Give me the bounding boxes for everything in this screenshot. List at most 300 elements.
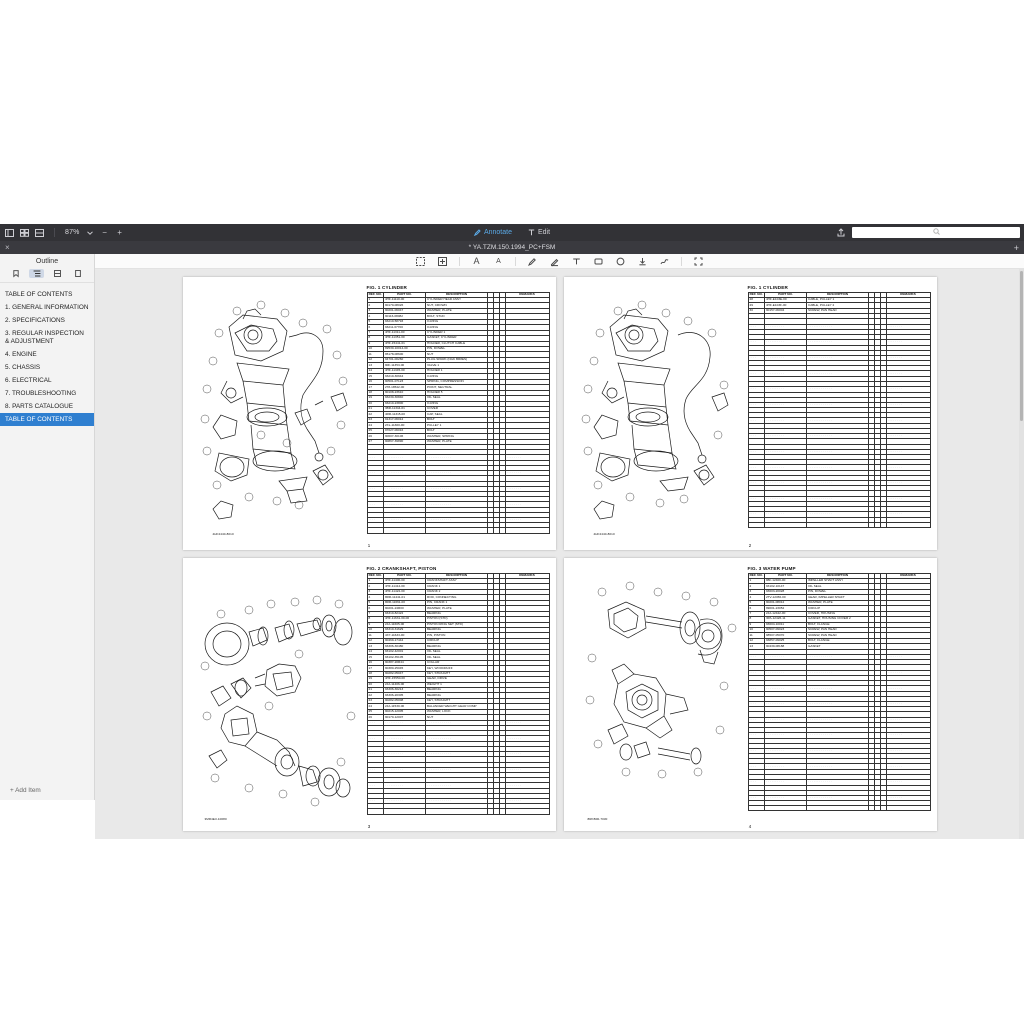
parts-table-body <box>367 578 549 814</box>
cell-ref: 10 <box>367 628 383 633</box>
outline-item-selected[interactable]: TABLE OF CONTENTS <box>0 413 94 426</box>
cell-ref: 1 <box>367 578 383 583</box>
parts-table <box>748 292 931 528</box>
new-tab-button[interactable]: + <box>1013 242 1019 253</box>
cell-part: 4HF-11400-00 <box>383 578 425 583</box>
cell-ref: 11 <box>367 352 383 357</box>
table-row-empty: · · · · · · · · · · · · · · · · · · · · · · · · · · · · · · · · · · · <box>748 748 930 753</box>
cell-ref: 15 <box>367 374 383 379</box>
pdf-page[interactable] <box>564 558 937 831</box>
cell-ref: 23 <box>367 417 383 422</box>
parts-table-block <box>367 566 550 827</box>
figure-title: FIG. 1 CYLINDER <box>747 285 789 290</box>
table-row-empty: · · · · · · · · · · · · · · · · · · · · · · · · · · · · · · · · · · · <box>748 418 930 423</box>
toolbar-divider <box>681 257 682 266</box>
cylinder-exploded-diagram <box>191 285 367 535</box>
cell-part: 90157-06004 <box>764 308 806 313</box>
cell-part: 90387-20R44 <box>383 660 425 665</box>
cell-ref: 4 <box>367 595 383 600</box>
cell-part: 98507-05070 <box>764 633 806 638</box>
cell-desc: O-RING <box>425 325 487 330</box>
cell-ref: 19 <box>367 677 383 682</box>
cell-part: 97027-06016 <box>383 428 425 433</box>
cell-part: 4HF-E103E-00 <box>764 297 806 302</box>
thumbnails-icon[interactable] <box>34 228 44 237</box>
cell-part: 93210-30944 <box>383 374 425 379</box>
search-icon <box>933 228 940 237</box>
cell-desc: CRANK 2 <box>425 589 487 594</box>
cell-desc: CRANK 1 <box>425 584 487 589</box>
figure-title: FIG. 1 CYLINDER <box>366 285 408 290</box>
table-row-empty: · · · · · · · · · · · · · · · · · · · · · · · · · · · · · · · · · · · <box>367 471 549 476</box>
parts-table-body <box>367 297 549 533</box>
cell-desc: GASKET <box>806 644 868 649</box>
highlight-icon[interactable] <box>549 256 560 267</box>
cell-desc: O-RING <box>425 374 487 379</box>
cell-ref: 9 <box>367 622 383 627</box>
col-part: PART NO. <box>764 573 806 578</box>
col-ref: REF. NO. <box>368 572 382 577</box>
col-remarks: REMARKS <box>886 573 930 578</box>
cell-desc: PIN, CRANK 1 <box>425 600 487 605</box>
cell-ref: 16 <box>367 379 383 384</box>
cell-ref: 10 <box>367 347 383 352</box>
figure-title: FIG. 2 CRANKSHAFT, PISTON <box>366 566 437 571</box>
cell-desc: CRANKSHAFT ASSY <box>425 578 487 583</box>
cell-ref: 7 <box>748 611 764 616</box>
table-row-empty <box>748 806 930 811</box>
cell-desc: HOLDER 1 <box>425 368 487 373</box>
tab-bar <box>0 241 1024 254</box>
grid-icon[interactable] <box>19 228 29 237</box>
cell-part: 2JA-12422-00 <box>764 611 806 616</box>
cell-part: 93102-10147 <box>764 584 806 589</box>
cell-desc: ROD, CONNECTING <box>425 595 487 600</box>
cell-part: 4HF-11311-00 <box>383 330 425 335</box>
cell-part: 93211-67700 <box>383 325 425 330</box>
cell-part: 90108-23610 <box>383 390 425 395</box>
table-row-empty: · · · · · · · · · · · · · · · · · · · · · · · · · · · · · · · · · · · <box>367 720 549 725</box>
signature-icon[interactable] <box>659 256 670 267</box>
col-part: PART NO. <box>383 573 425 578</box>
document-area <box>95 254 1024 829</box>
col-part: PART NO. <box>383 292 425 297</box>
toolbar-divider <box>515 257 516 266</box>
cell-ref: 10 <box>748 628 764 633</box>
cell-part: 93310-82422 <box>383 611 425 616</box>
col-desc: DESCRIPTION <box>425 573 487 578</box>
cell-part: 93210-23800 <box>383 401 425 406</box>
cell-ref: 8 <box>367 336 383 341</box>
cell-desc: CIRCLIP <box>806 606 868 611</box>
cell-ref: 5 <box>367 600 383 605</box>
outline-item[interactable]: 1. GENERAL INFORMATION <box>5 303 89 311</box>
cell-part: 2JA-11605-00 <box>383 622 425 627</box>
table-row-empty: · · · · · · · · · · · · · · · · · · · · · · · · · · · · · · · · · · · <box>367 767 549 772</box>
cell-part: 99530-10014-00 <box>383 347 425 352</box>
table-row-empty: · · · · · · · · · · · · · · · · · · · · · · · · · · · · · · · · · · · <box>748 764 930 769</box>
pen-icon[interactable] <box>527 256 538 267</box>
cell-part: 278-18542-00 <box>383 385 425 390</box>
cell-desc: BOLT <box>425 417 487 422</box>
cell-desc: OIL SEAL <box>806 584 868 589</box>
cell-ref: 22 <box>367 693 383 698</box>
page-number: 3 <box>367 824 371 829</box>
cell-part: 90201-08012 <box>764 600 806 605</box>
cell-ref: 16 <box>367 660 383 665</box>
cell-ref: 17 <box>367 666 383 671</box>
figure-title: FIG. 3 WATER PUMP <box>747 566 796 571</box>
cell-desc: BEARING <box>425 611 487 616</box>
edit-mode-button[interactable] <box>528 229 550 236</box>
cell-desc: SPRING, COMPRESSION <box>425 379 487 384</box>
scrollbar-thumb[interactable] <box>1020 271 1023 421</box>
water-pump-exploded-diagram <box>572 566 748 816</box>
cell-desc: OIL SEAL <box>425 649 487 654</box>
cell-ref: 12 <box>748 638 764 643</box>
outline-list <box>0 283 94 782</box>
cell-part: 93102-35105 <box>383 655 425 660</box>
outline-item[interactable]: 7. TROUBLESHOOTING <box>5 389 77 397</box>
outline-item[interactable]: 4. ENGINE <box>5 350 37 358</box>
cell-part: 2TV-12456-00 <box>764 595 806 600</box>
cell-desc: COLLAR <box>425 660 487 665</box>
cell-part: 93306-30480 <box>383 644 425 649</box>
figure-illustration <box>572 285 748 546</box>
cell-part: 2JA-11406-00 <box>383 682 425 687</box>
page-icon[interactable] <box>70 269 85 278</box>
cell-part: 8RR-11661-00 <box>383 600 425 605</box>
cell-ref: 24 <box>367 423 383 428</box>
cell-part: 4HF-11412-00 <box>383 584 425 589</box>
cell-ref: 5 <box>748 600 764 605</box>
cell-ref: 8 <box>748 617 764 622</box>
zoom-region-icon[interactable] <box>437 256 448 267</box>
cell-desc: CAP, SEAL <box>425 412 487 417</box>
cell-desc: BEARING <box>425 693 487 698</box>
cell-part: 90116-08082 <box>383 314 425 319</box>
page-canvas[interactable] <box>95 269 1024 839</box>
share-icon[interactable] <box>836 228 846 237</box>
cell-ref: 2 <box>367 584 383 589</box>
main-body <box>0 254 1024 829</box>
cell-desc: WASHER, PLATE <box>425 606 487 611</box>
cell-part: 90F-11353-00 <box>383 363 425 368</box>
cell-ref: 25 <box>367 709 383 714</box>
cell-desc: CABLE, PULLEY 1 <box>806 297 868 302</box>
cell-desc: NUT, CROWN <box>425 303 487 308</box>
table-row-empty: · · · · · · · · · · · · · · · · · · · · · · · · · · · · · · · · · · · <box>367 502 549 507</box>
outline-item[interactable]: 2. SPECIFICATIONS <box>5 316 65 324</box>
cell-desc: WEIGHT 1 <box>425 682 487 687</box>
outline-item[interactable]: 6. ELECTRICAL <box>5 376 52 384</box>
cell-desc: WASHER, PLATE <box>806 600 868 605</box>
cell-ref: 1 <box>748 578 764 583</box>
toolbar-right-group <box>836 227 1020 238</box>
table-row-empty: · · · · · · · · · · · · · · · · · · · · · · · · · · · · · · · · · · · <box>367 752 549 757</box>
page-number: 1 <box>367 543 371 548</box>
cell-ref: 6 <box>367 606 383 611</box>
vertical-scrollbar[interactable] <box>1019 269 1024 839</box>
cell-desc: SCREW, PAN HEAD <box>806 633 868 638</box>
outline-icon[interactable] <box>29 269 44 278</box>
cell-part: 93310-31629 <box>383 628 425 633</box>
table-row-empty: · · · · · · · · · · · · · · · · · · · · · · · · · · · · · · · · · · · <box>748 733 930 738</box>
cell-ref: 7 <box>367 611 383 616</box>
cell-desc: WASHER, LOCK <box>425 709 487 714</box>
thumbnail-icon[interactable] <box>50 269 65 278</box>
table-row-empty: · · · · · · · · · · · · · · · · · · · · · · · · · · · · · · · · · · · <box>748 654 930 659</box>
cell-ref: 14 <box>367 368 383 373</box>
fullscreen-icon[interactable] <box>693 256 704 267</box>
close-tab-icon[interactable]: × <box>5 243 10 252</box>
table-row-empty <box>367 809 549 814</box>
cell-part: 2JA-11530-00 <box>383 704 425 709</box>
figure-art-code: 8RKB00-7030 <box>587 817 608 821</box>
table-row-empty: · · · · · · · · · · · · · · · · · · · · · · · · · · · · · · · · · · · <box>748 701 930 706</box>
pdf-page[interactable] <box>564 277 937 550</box>
cell-ref: 20 <box>367 682 383 687</box>
zoom-in-icon[interactable]: + <box>117 227 122 237</box>
cell-part: 99001-23052 <box>764 606 806 611</box>
parts-table-block <box>367 285 550 546</box>
table-row-empty: · · · · · · · · · · · · · · · · · · · · · · · · · · · · · · · · · · · <box>748 670 930 675</box>
figure-art-code: 4HF2440-8010 <box>593 532 615 536</box>
toolbar-divider <box>54 228 55 237</box>
cell-ref: 2 <box>367 303 383 308</box>
cell-desc: CIRCLIP <box>425 638 487 643</box>
document-tab-title[interactable]: * YA.TZM.150.1994_PC+FSM <box>468 244 556 251</box>
text-size-small-icon[interactable]: A <box>496 257 501 265</box>
cell-ref: 9 <box>367 341 383 346</box>
figure-illustration <box>191 285 367 546</box>
annotate-mode-button[interactable] <box>474 229 512 236</box>
eraser-icon[interactable] <box>615 256 626 267</box>
cell-desc: WASHER, PLATE <box>425 439 487 444</box>
cell-desc: BEARING <box>425 644 487 649</box>
cell-part: 3PA-12426-11 <box>764 617 806 622</box>
cell-part: 4HF-11110-00 <box>383 297 425 302</box>
cell-part: 90282-05047 <box>383 671 425 676</box>
cell-ref: 18 <box>367 671 383 676</box>
table-row-empty: · · · · · · · · · · · · · · · · · · · · · · · · · · · · · · · · · · · <box>748 371 930 376</box>
col-ref: REF. NO. <box>368 291 382 296</box>
parts-table-block <box>748 285 931 546</box>
text-size-large-icon[interactable]: A <box>473 256 480 266</box>
cell-desc: BOLT, FLANGE <box>806 622 868 627</box>
table-row-empty: · · · · · · · · · · · · · · · · · · · · · · · · · · · · · · · · · · · <box>748 355 930 360</box>
pen-icon <box>474 229 481 236</box>
table-row-empty: · · · · · · · · · · · · · · · · · · · · · · · · · · · · · · · · · · · <box>748 512 930 517</box>
cell-ref: 3 <box>748 589 764 594</box>
table-row-empty: · · · · · · · · · · · · · · · · · · · · · · · · · · · · · · · · · · · <box>748 686 930 691</box>
cell-part: 4HF-15550-00 <box>383 677 425 682</box>
cell-ref: 4 <box>748 595 764 600</box>
col-desc: DESCRIPTION <box>425 292 487 297</box>
cell-ref: 26 <box>367 434 383 439</box>
outline-item[interactable]: 5. CHASSIS <box>5 363 41 371</box>
pdf-page[interactable] <box>183 558 556 831</box>
table-row-empty: · · · · · · · · · · · · · · · · · · · · · · · · · · · · · · · · · · · <box>367 517 549 522</box>
pdf-page[interactable] <box>183 277 556 550</box>
cell-desc: KEY, STRAIGHT <box>425 698 487 703</box>
col-ref: REF. NO. <box>749 572 763 577</box>
cell-ref: 13 <box>748 644 764 649</box>
cell-desc: GASKET, CYLINDER <box>425 336 487 341</box>
table-row-empty: · · · · · · · · · · · · · · · · · · · · · · · · · · · · · · · · · · · <box>748 324 930 329</box>
cell-ref: 15 <box>367 655 383 660</box>
text-box-icon[interactable] <box>571 256 582 267</box>
cell-ref: 17 <box>367 385 383 390</box>
cell-ref: 25 <box>367 428 383 433</box>
cell-part: 93603-20028 <box>764 589 806 594</box>
parts-table-block <box>748 566 931 827</box>
figure-illustration <box>572 566 748 827</box>
col-remarks: REMARKS <box>505 292 549 297</box>
cell-desc: PIN, PISTON <box>425 633 487 638</box>
panel-icon[interactable] <box>4 228 14 237</box>
parts-table <box>748 573 931 812</box>
col-remarks: REMARKS <box>505 573 549 578</box>
cell-desc: PIN, DOWEL <box>806 589 868 594</box>
cell-ref: 22 <box>367 412 383 417</box>
cell-ref: 12 <box>367 357 383 362</box>
outline-item[interactable]: 8. PARTS CATALOGUE <box>5 402 74 410</box>
table-row-empty: · · · · · · · · · · · · · · · · · · · · · · · · · · · · · · · · · · · <box>748 449 930 454</box>
sidebar-view-switcher <box>0 268 94 283</box>
cell-part: 93306-20305 <box>383 693 425 698</box>
cell-ref: 11 <box>748 633 764 638</box>
table-row-empty: · · · · · · · · · · · · · · · · · · · · · · · · · · · · · · · · · · · <box>748 465 930 470</box>
table-row-empty: · · · · · · · · · · · · · · · · · · · · · · · · · · · · · · · · · · · <box>748 480 930 485</box>
outline-item[interactable]: TABLE OF CONTENTS <box>5 290 73 298</box>
cell-desc: WASHER, SPRING <box>425 434 487 439</box>
cell-ref: 13 <box>367 644 383 649</box>
table-row-empty: · · · · · · · · · · · · · · · · · · · · · · · · · · · · · · · · · · · <box>367 486 549 491</box>
cell-part: 4HF-E103F-00 <box>764 303 806 308</box>
col-desc: DESCRIPTION <box>806 573 868 578</box>
add-item-button[interactable]: + Add Item <box>10 787 41 794</box>
cell-desc: PISTON RING SET (STD) <box>425 622 487 627</box>
cell-part: 90469-17444 <box>383 638 425 643</box>
cell-desc: OIL SEAL <box>425 396 487 401</box>
cell-desc: BOLT, STUD <box>425 314 487 319</box>
stamp-icon[interactable] <box>637 256 648 267</box>
cell-desc: CYLINDER 1 <box>425 330 487 335</box>
cell-part: 94701-00260 <box>383 357 425 362</box>
table-row-empty: · · · · · · · · · · · · · · · · · · · · · · · · · · · · · · · · · · · <box>748 496 930 501</box>
cell-desc: HOLDER 5 <box>425 390 487 395</box>
cell-desc: SCREW, PAN HEAD <box>806 308 868 313</box>
cell-desc: GASKET, HOUSING COVER 2 <box>806 617 868 622</box>
cell-ref: 8 <box>367 617 383 622</box>
cell-ref: 5 <box>367 319 383 324</box>
page-number: 4 <box>748 824 752 829</box>
cell-ref: 24 <box>367 704 383 709</box>
bookmark-icon[interactable] <box>9 269 24 278</box>
cell-part: 90170-12007 <box>383 715 425 720</box>
cell-ref: 14 <box>367 649 383 654</box>
cell-ref: 21 <box>367 407 383 412</box>
table-row-empty: · · · · · · · · · · · · · · · · · · · · · · · · · · · · · · · · · · · <box>367 455 549 460</box>
cell-part: 2XL-11300-00 <box>383 423 425 428</box>
cell-desc: KEY, WOODRUFF <box>425 666 487 671</box>
outline-item[interactable]: 3. REGULAR INSPECTION & ADJUSTMENT <box>5 329 84 345</box>
text-edit-icon <box>528 229 535 236</box>
select-icon[interactable] <box>415 256 426 267</box>
figure-art-code: 4HF2440-8010 <box>212 532 234 536</box>
pdf-viewer-window <box>0 224 1024 829</box>
cell-part: 90201-24R00 <box>383 606 425 611</box>
cell-desc: BEARING <box>425 628 487 633</box>
table-row-empty: · · · · · · · · · · · · · · · · · · · · · · · · · · · · · · · · · · · <box>748 780 930 785</box>
cell-part: 90170-08026 <box>383 303 425 308</box>
parts-table <box>367 292 550 534</box>
table-row-empty: · · · · · · · · · · · · · · · · · · · · · · · · · · · · · · · · · · · <box>367 798 549 803</box>
table-row-empty: · · · · · · · · · · · · · · · · · · · · · · · · · · · · · · · · · · · <box>367 783 549 788</box>
cell-part: 90607-30106 <box>383 434 425 439</box>
cell-desc: BALANCER WEIGHT GEAR COMP <box>425 704 487 709</box>
cell-desc: CYLINDER HEAD ASSY <box>425 297 487 302</box>
cell-ref: 21 <box>367 688 383 693</box>
cell-desc: IMPELLER SHAFT ASSY <box>806 578 868 583</box>
cell-desc: PISTON (STD) <box>425 617 487 622</box>
shape-icon[interactable] <box>593 256 604 267</box>
zoom-out-icon[interactable]: − <box>102 227 107 237</box>
figure-art-code: 3MR4E3-10080 <box>204 817 227 821</box>
cell-part: 93306-30213 <box>383 688 425 693</box>
cell-part: 4HF-15441-01 <box>383 341 425 346</box>
cell-desc: O-RING <box>425 319 487 324</box>
table-row-empty: · · · · · · · · · · · · · · · · · · · · · · · · · · · · · · · · · · · <box>748 402 930 407</box>
cell-desc: GEAR, IMPELLER SHAFT <box>806 595 868 600</box>
cell-ref: 7 <box>367 330 383 335</box>
cell-desc: SCREW, PAN HEAD <box>806 628 868 633</box>
cell-part: 91317-06012 <box>383 417 425 422</box>
chevron-down-icon[interactable] <box>85 228 95 237</box>
zoom-level[interactable]: 87% <box>65 229 80 236</box>
col-desc: DESCRIPTION <box>806 292 868 297</box>
cell-desc: BEARING <box>425 688 487 693</box>
cell-ref: 3 <box>367 308 383 313</box>
cell-ref: 29 <box>748 303 764 308</box>
table-row-empty: · · · · · · · · · · · · · · · · · · · · · · · · · · · · · · · · · · · <box>367 736 549 741</box>
search-input[interactable] <box>852 227 1020 238</box>
cell-desc: NUT <box>425 352 487 357</box>
cell-part: 90380-25045 <box>383 666 425 671</box>
crankshaft-piston-exploded-diagram <box>191 566 367 816</box>
table-row-empty: · · · · · · · · · · · · · · · · · · · · · · · · · · · · · · · · · · · <box>748 387 930 392</box>
cell-part: 90507-09023 <box>764 628 806 633</box>
cell-desc: PLUG SPARK (NGK BR8ES) <box>425 357 487 362</box>
cell-ref: 23 <box>367 698 383 703</box>
tab-bar-inner <box>5 243 1019 253</box>
col-remarks: REMARKS <box>886 292 930 297</box>
cell-ref: 3 <box>367 589 383 594</box>
cell-desc: PULLEY 1 <box>425 423 487 428</box>
cell-ref: 11 <box>367 633 383 638</box>
cell-ref: 26 <box>367 715 383 720</box>
cell-part: 90282-05008 <box>383 698 425 703</box>
cell-part: 90201-06047 <box>383 308 425 313</box>
cell-ref: 6 <box>748 606 764 611</box>
annotate-label: Annotate <box>483 229 512 236</box>
figure-illustration <box>191 566 367 827</box>
cell-part: 4HF-11422-00 <box>383 589 425 594</box>
cell-part: 90430-08188 <box>764 644 806 649</box>
cell-part: 4HF-11351-00 <box>383 336 425 341</box>
toolbar-divider <box>459 257 460 266</box>
